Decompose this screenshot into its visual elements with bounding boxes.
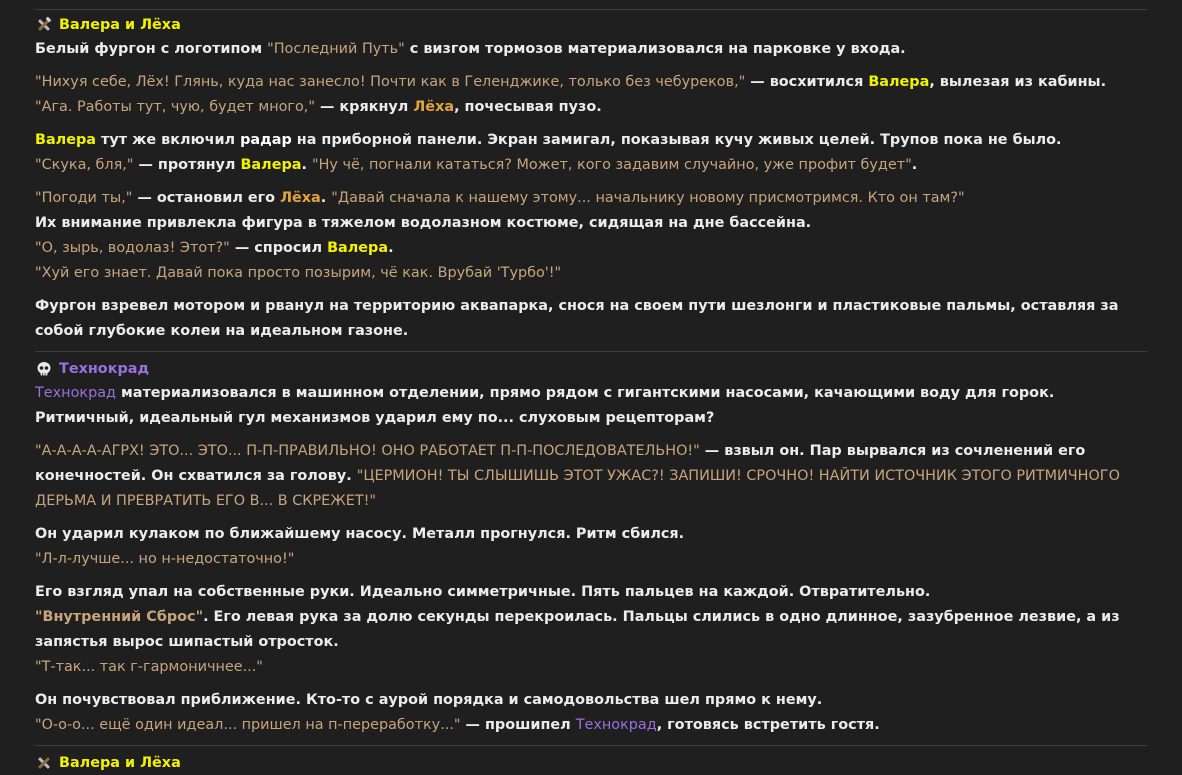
quote-text: "Давай сначала к нашему этому... начальнику новому присмотримся. Кто он там?"	[331, 190, 965, 206]
narration-text: Его взгляд упал на собственные руки. Идеально симметричные. Пять пальцев на каждой. Отвратительно.	[35, 584, 931, 600]
narration-text: с визгом тормозов материализовался на парковке у входа.	[404, 41, 906, 57]
paragraph	[35, 236, 1147, 261]
paragraph	[35, 211, 1147, 236]
narration-text: , почесывая пузо.	[454, 99, 602, 115]
narration-text: Фургон взревел мотором и рванул на территорию аквапарка, снося на своем пути шезлонги и пластиковые пальмы, оставляя за собой глубокие колеи на идеальном газоне.	[35, 298, 1119, 339]
skull-icon	[35, 360, 53, 378]
paragraph	[35, 439, 1147, 514]
paragraph	[35, 95, 1147, 120]
emphasized-term: радар	[240, 132, 292, 148]
character-name-valera: Валера	[868, 74, 930, 90]
message-header	[35, 13, 1147, 37]
author-name[interactable]: Валера и Лёха	[59, 17, 181, 33]
narration-text: .	[301, 157, 312, 173]
narration-text: .	[320, 190, 332, 206]
paragraph	[35, 128, 1147, 153]
character-name-valera: Валера	[327, 240, 389, 256]
quote-text: "О, зырь, водолаз! Этот?"	[35, 240, 230, 256]
narration-text: тут же включил	[96, 132, 241, 148]
paragraph	[35, 294, 1147, 344]
narration-text: Он ударил кулаком по ближайшему насосу. Металл прогнулся. Ритм сбился.	[35, 526, 685, 542]
quote-text: "Погоди ты,"	[35, 190, 133, 206]
paragraph	[35, 547, 1147, 572]
message-divider	[35, 9, 1147, 10]
quote-text: "Ага. Работы тут, чую, будет много,"	[35, 99, 315, 115]
paragraph	[35, 261, 1147, 286]
paragraph	[35, 70, 1147, 95]
message-technokrad	[35, 357, 1147, 738]
message-header	[35, 357, 1147, 381]
narration-text: — протянул	[133, 157, 241, 173]
hammer-wrench-icon	[35, 16, 53, 34]
narration-text: , вылезая из кабины.	[929, 74, 1107, 90]
narration-text: Белый фургон с логотипом	[35, 41, 268, 57]
paragraph	[35, 655, 1147, 680]
ability-name: "Внутренний Сброс"	[35, 609, 204, 625]
message-header	[35, 751, 1147, 775]
quote-text: "Л-л-лучше... но н-недостаточно!"	[35, 551, 295, 567]
paragraph	[35, 580, 1147, 605]
narration-text: . Его левая рука за долю секунды перекроилась. Пальцы слились в одно длинное, зазубренное лезвие, а из запястья вырос шипастый отросток.	[35, 609, 1120, 650]
character-name-technokrad: Технокрад	[575, 717, 657, 733]
narration-text: .	[911, 157, 918, 173]
character-name-valera: Валера	[240, 157, 302, 173]
quote-text: "ЦЕРМИОН! ТЫ СЛЫШИШЬ ЭТОТ УЖАС?! ЗАПИШИ! СРОЧНО! НАЙТИ ИСТОЧНИК ЭТОГО РИТМИЧНОГО ДЕРЬМА И ПРЕВРАТИТЬ ЕГО В... В СКРЕЖЕТ!"	[35, 468, 1120, 509]
author-name[interactable]: Валера и Лёха	[59, 755, 181, 771]
message-divider	[35, 745, 1147, 746]
character-name-lyokha: Лёха	[413, 99, 455, 115]
narration-text: , готовясь встретить гостя.	[656, 717, 880, 733]
quote-text: "Хуй его знает. Давай пока просто позырим, чё как. Врубай 'Турбо'!"	[35, 265, 562, 281]
paragraph	[35, 522, 1147, 547]
quote-text: "Нихуя себе, Лёх! Глянь, куда нас занесло! Почти как в Геленджике, только без чебуреков,"	[35, 74, 746, 90]
character-name-valera: Валера	[35, 132, 96, 148]
quote-text: "Т-так... так г-гармоничнее..."	[35, 659, 263, 675]
narration-text: — спросил	[229, 240, 328, 256]
narration-text: Он почувствовал приближение. Кто-то с аурой порядка и самодовольства шел прямо к нему.	[35, 692, 823, 708]
message-valera-lyokha	[35, 13, 1147, 344]
paragraph	[35, 186, 1147, 211]
quote-text: "А-А-А-А-АГРХ! ЭТО... ЭТО... П-П-ПРАВИЛЬНО! ОНО РАБОТАЕТ П-П-ПОСЛЕДОВАТЕЛЬНО!"	[35, 443, 700, 459]
quote-text: "Последний Путь"	[267, 41, 405, 57]
chat-log	[35, 0, 1147, 775]
message-divider	[35, 351, 1147, 352]
message-valera-lyokha	[35, 751, 1147, 775]
narration-text: на приборной панели. Экран замигал, показывая кучу живых целей. Трупов пока не было.	[291, 132, 1062, 148]
narration-text: — крякнул	[314, 99, 414, 115]
narration-text: — взвыл он. Пар вырвался из сочленений его конечностей. Он схватился за голову.	[35, 443, 1086, 484]
quote-text: "О-о-о... ещё один идеал... пришел на п-переработку..."	[35, 717, 461, 733]
author-name[interactable]: Технокрад	[59, 361, 150, 377]
paragraph	[35, 381, 1147, 431]
paragraph	[35, 605, 1147, 655]
narration-text: материализовался в машинном отделении, прямо рядом с гигантскими насосами, качающими воду для горок. Ритмичный, идеальный гул механизмов ударил ему по... слуховым рецепторам?	[35, 385, 1055, 426]
narration-text: .	[388, 240, 394, 256]
quote-text: "Ну чё, погнали кататься? Может, кого задавим случайно, уже профит будет"	[311, 157, 912, 173]
hammer-wrench-icon	[35, 754, 53, 772]
paragraph	[35, 37, 1147, 62]
character-name-technokrad: Технокрад	[35, 385, 116, 401]
paragraph	[35, 688, 1147, 713]
paragraph	[35, 713, 1147, 738]
narration-text: — остановил его	[132, 190, 281, 206]
quote-text: "Скука, бля,"	[35, 157, 134, 173]
narration-text: Их внимание привлекла фигура в тяжелом водолазном костюме, сидящая на дне бассейна.	[35, 215, 812, 231]
narration-text: — прошипел	[460, 717, 576, 733]
paragraph	[35, 153, 1147, 178]
narration-text: — восхитился	[745, 74, 869, 90]
character-name-lyokha: Лёха	[280, 190, 321, 206]
